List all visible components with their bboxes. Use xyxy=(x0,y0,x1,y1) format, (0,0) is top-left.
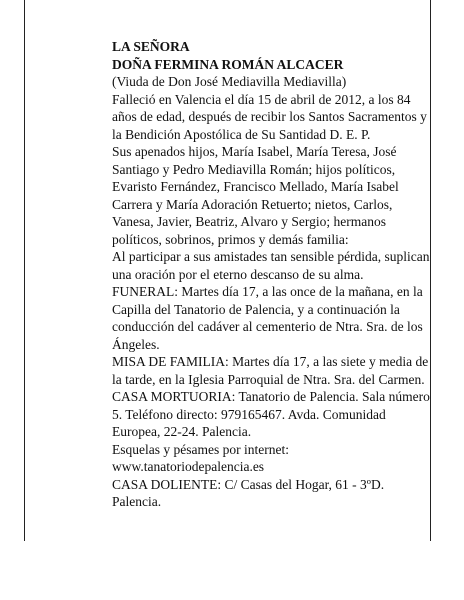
widow-of-line: (Viuda de Don José Mediavilla Mediavilla) xyxy=(112,74,347,89)
family-mass-paragraph: MISA DE FAMILIA: Martes día 17, a las siete y media de la tarde, en la Iglesia Parroquial de Ntra. Sra. del Carmen. xyxy=(112,354,429,387)
funeral-paragraph: FUNERAL: Martes día 17, a las once de la mañana, en la Capilla del Tanatorio de Palencia, y a continuación la conducción del cadáver al cementerio de Ntra. Sra. de los Ángeles. xyxy=(112,284,423,352)
family-paragraph: Sus apenados hijos, María Isabel, María Teresa, José Santiago y Pedro Mediavilla Román; hijos políticos, Evaristo Fernández, Francisco Mellado, María Isabel Carrera y María Adoración Retuerto; nietos, Carlos, Vanesa, Javier, Beatriz, Alvaro y Sergio; hermanos políticos, sobrinos, primos y demás familia: xyxy=(112,144,399,247)
obituary-notice xyxy=(112,38,430,511)
notice-heading: LA SEÑORA xyxy=(112,39,190,54)
death-paragraph: Falleció en Valencia el día 15 de abril de 2012, a los 84 años de edad, después de recibir los Santos Sacramentos y la Bendición Apostólica de Su Santidad D. E. P. xyxy=(112,91,427,142)
internet-paragraph: Esquelas y pésames por internet: www.tanatoriodepalencia.es xyxy=(112,441,289,474)
prayer-paragraph: Al participar a sus amistades tan sensible pérdida, suplican una oración por el eterno descanso de su alma. xyxy=(112,249,430,282)
right-border-rule xyxy=(430,0,431,541)
deceased-name: DOÑA FERMINA ROMÁN ALCACER xyxy=(112,56,344,72)
left-border-rule xyxy=(24,0,25,541)
grieving-house-paragraph: CASA DOLIENTE: C/ Casas del Hogar, 61 - 3ºD. Palencia. xyxy=(112,476,385,509)
mortuary-paragraph: CASA MORTUORIA: Tanatorio de Palencia. Sala número 5. Teléfono directo: 979165467. Avda. Comunidad Europea, 22-24. Palencia. xyxy=(112,389,430,439)
